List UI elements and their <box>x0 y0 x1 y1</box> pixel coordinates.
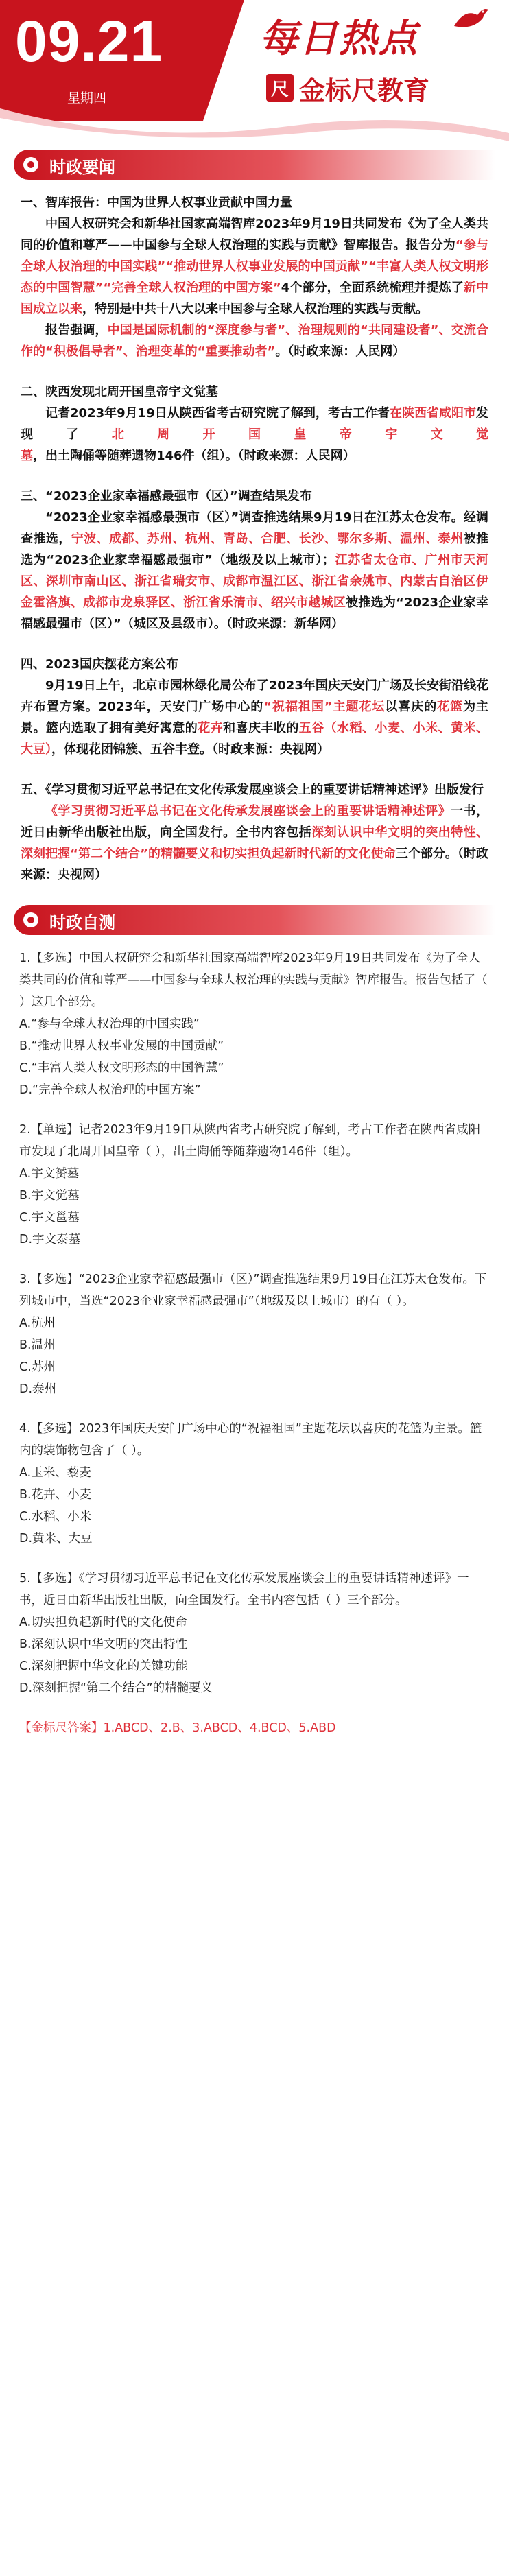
body-text: 被推选为“2023企业家幸福感最强市（区）”（城区及县级市）。（时政来源：新华网） <box>21 595 488 631</box>
news-item <box>21 486 488 635</box>
highlight-text: 五谷（水稻、小麦、小米、黄米、大豆） <box>21 721 489 757</box>
body-text: 三个部分。（时政来源：央视网） <box>21 847 488 882</box>
highlight-text: 北周开国皇帝宇文觉墓 <box>21 427 489 463</box>
highlight-text: 江苏省太仓市、广州市天河区、深圳市南山区、浙江省瑞安市、成都市温江区、浙江省余姚市、内蒙古自治区伊金霍洛旗、成都市龙泉驿区、浙江省乐清市、绍兴市越城区 <box>21 553 488 610</box>
quiz-question <box>19 1268 491 1400</box>
body-text: ，特别是中共十八大以来中国参与全球人权治理的实践与贡献。 <box>82 302 428 316</box>
news-paragraph <box>21 675 488 760</box>
question-option: D.“完善全球人权治理的中国方案” <box>19 1083 201 1097</box>
news-item <box>21 381 488 466</box>
news-item <box>21 779 488 886</box>
highlight-text: 花卉 <box>198 721 224 735</box>
question-option: A.切实担负起新时代的文化使命 <box>19 1616 187 1629</box>
body-text: ，出土陶俑等随葬遗物146件（组）。（时政来源：人民网） <box>33 449 355 463</box>
question-option: B.深刻认识中华文明的突出特性 <box>19 1638 188 1651</box>
highlight-text: 深刻认识中华文明的突出特性、深刻把握“第二个结合”的精髓要义和切实担负起新时代新的文化使命 <box>21 825 489 861</box>
calendar-title: 每日热点 <box>259 16 418 61</box>
highlight-text: 花篮 <box>437 700 464 714</box>
brand-name: 金标尺教育 <box>299 75 430 106</box>
quiz-question <box>19 947 491 1101</box>
question-stem: 3.【多选】“2023企业家幸福感最强市（区）”调查推选结果9月19日在江苏太仓发布。下列城市中，当选“2023企业家幸福感最强市”（地级及以上城市）的有（ ）。 <box>19 1273 487 1308</box>
question-option: B.花卉、小麦 <box>19 1488 92 1502</box>
question-stem: 2.【单选】记者2023年9月19日从陕西省考古研究院了解到，考古工作者在陕西省咸阳市发现了北周开国皇帝（ ），出土陶俑等随葬遗物146件（组）。 <box>19 1123 481 1159</box>
body-text: 为主景。篮内选取了拥有美好寓意的 <box>21 700 489 735</box>
question-option: D.宇文泰墓 <box>19 1233 81 1246</box>
section-dot-icon <box>23 157 38 172</box>
question-option: C.深刻把握中华文化的关键功能 <box>19 1659 188 1673</box>
news-item-title: 三、“2023企业家幸福感最强市（区）”调查结果发布 <box>21 489 312 504</box>
question-stem: 4.【多选】2023年国庆天安门广场中心的“祝福祖国”主题花坛以喜庆的花篮为主景。篮内的装饰物包含了（ ）。 <box>19 1422 482 1458</box>
section-header-news <box>14 150 495 180</box>
news-paragraph <box>21 320 488 362</box>
body-text: ，体现花团锦簇、五谷丰登。（时政来源：央视网） <box>51 742 329 757</box>
body-text: 记者2023年9月19日从陕西省考古研究院了解到，考古工作者 <box>45 406 390 421</box>
quiz-question <box>19 1418 491 1550</box>
news-item <box>21 192 488 362</box>
news-item-title: 一、智库报告：中国为世界人权事业贡献中国力量 <box>21 196 292 210</box>
body-text: 发现了 <box>21 406 489 442</box>
highlight-text: 新中国成立以来 <box>21 281 489 316</box>
question-option: A.玉米、藜麦 <box>19 1466 91 1480</box>
highlight-text: “祝福祖国”主题花坛 <box>263 700 386 714</box>
body-text: 和喜庆丰收的 <box>223 721 299 735</box>
answer-key: 【金标尺答案】1.ABCD、2.B、3.ABCD、4.BCD、5.ABD <box>19 1721 336 1735</box>
body-text: 以喜庆的 <box>385 700 438 714</box>
date: 09.21 <box>15 9 163 73</box>
highlight-text: 《学习贯彻习近平总书记在文化传承发展座谈会上的重要讲话精神述评》 <box>45 804 451 818</box>
question-option: A.杭州 <box>19 1316 56 1330</box>
question-option: D.泰州 <box>19 1382 57 1396</box>
highlight-text: 在陕西省咸阳市 <box>389 406 477 421</box>
news-item-title: 四、2023国庆摆花方案公布 <box>21 657 179 672</box>
bird-icon <box>453 5 490 32</box>
question-option: B.温州 <box>19 1338 56 1352</box>
question-option: C.苏州 <box>19 1360 56 1374</box>
question-stem: 5.【多选】《学习贯彻习近平总书记在文化传承发展座谈会上的重要讲话精神述评》一书，近日由新华出版社出版，向全国发行。全书内容包括（ ）三个部分。 <box>19 1572 469 1607</box>
question-option: C.宇文邕墓 <box>19 1211 80 1225</box>
question-stem: 1.【多选】中国人权研究会和新华社国家高端智库2023年9月19日共同发布《为了全人类共同的价值和尊严——中国参与全球人权治理的实践与贡献》智库报告。报告包括了（ ）这几个部分。 <box>19 952 488 1009</box>
news-item-title: 五、《学习贯彻习近平总书记在文化传承发展座谈会上的重要讲话精神述评》出版发行 <box>21 783 484 797</box>
section-title-news: 时政要闻 <box>49 158 115 177</box>
question-option: C.水稻、小米 <box>19 1510 92 1524</box>
question-option: C.“丰富人类人权文明形态的中国智慧” <box>19 1061 224 1075</box>
body-text: 。（时政来源：人民网） <box>275 344 405 359</box>
body-text: 报告强调， <box>45 323 108 338</box>
news-list <box>0 180 509 886</box>
news-paragraph <box>21 213 488 320</box>
highlight-text: 中国是国际机制的“深度参与者”、治理规则的“共同建设者”、交流合作的“积极倡导者”、治理变革的“重要推动者” <box>21 323 488 359</box>
question-option: A.宇文赟墓 <box>19 1167 80 1181</box>
body-text: “2023企业家幸福感最强市（区）”调查推选结果9月19日在江苏太仓发布。经调查推选， <box>21 510 488 546</box>
news-paragraph <box>21 403 488 466</box>
section-dot-icon <box>23 912 38 927</box>
brand <box>266 71 429 104</box>
question-option: A.“参与全球人权治理的中国实践” <box>19 1017 200 1031</box>
question-option: D.深刻把握“第二个结合”的精髓要义 <box>19 1681 213 1695</box>
body-text: 中国人权研究会和新华社国家高端智库2023年9月19日共同发布《为了全人类共同的价值和尊严——中国参与全球人权治理的实践与贡献》智库报告。报告分为 <box>21 217 488 252</box>
news-paragraph <box>21 801 488 886</box>
body-text: 4个部分，全面系统梳理并提炼了 <box>281 281 464 295</box>
question-option: B.“推动世界人权事业发展的中国贡献” <box>19 1039 224 1053</box>
news-paragraph <box>21 507 488 635</box>
highlight-text: “参与全球人权治理的中国实践”“推动世界人权事业发展的中国贡献”“丰富人类人权文明形态的中国智慧”“完善全球人权治理的中国方案” <box>21 238 488 295</box>
body-text: 9月19日上午，北京市园林绿化局公布了2023年国庆天安门广场及长安街沿线花卉布置方案。2023年，天安门广场中心的 <box>21 678 488 714</box>
news-item <box>21 654 488 760</box>
body-text: 一书，近日由新华出版社出版，向全国发行。全书内容包括 <box>21 804 489 840</box>
highlight-text: 宁波、成都、苏州、杭州、青岛、合肥、长沙、鄂尔多斯、温州、泰州 <box>71 532 464 546</box>
news-item-title: 二、陕西发现北周开国皇帝宇文觉墓 <box>21 385 218 399</box>
header-wave <box>0 106 509 147</box>
section-title-quiz: 时政自测 <box>49 913 115 932</box>
question-option: B.宇文觉墓 <box>19 1189 80 1203</box>
weekday: 星期四 <box>67 91 107 106</box>
quiz-question <box>19 1119 491 1251</box>
question-option: D.黄米、大豆 <box>19 1532 93 1546</box>
section-header-quiz <box>14 905 495 935</box>
quiz-list <box>0 935 509 1739</box>
body-text: 被推选为“2023企业家幸福感最强市”（地级及以上城市）； <box>21 532 489 567</box>
brand-logo-icon: 尺 <box>266 74 294 102</box>
quiz-question <box>19 1568 491 1699</box>
header <box>0 0 509 147</box>
